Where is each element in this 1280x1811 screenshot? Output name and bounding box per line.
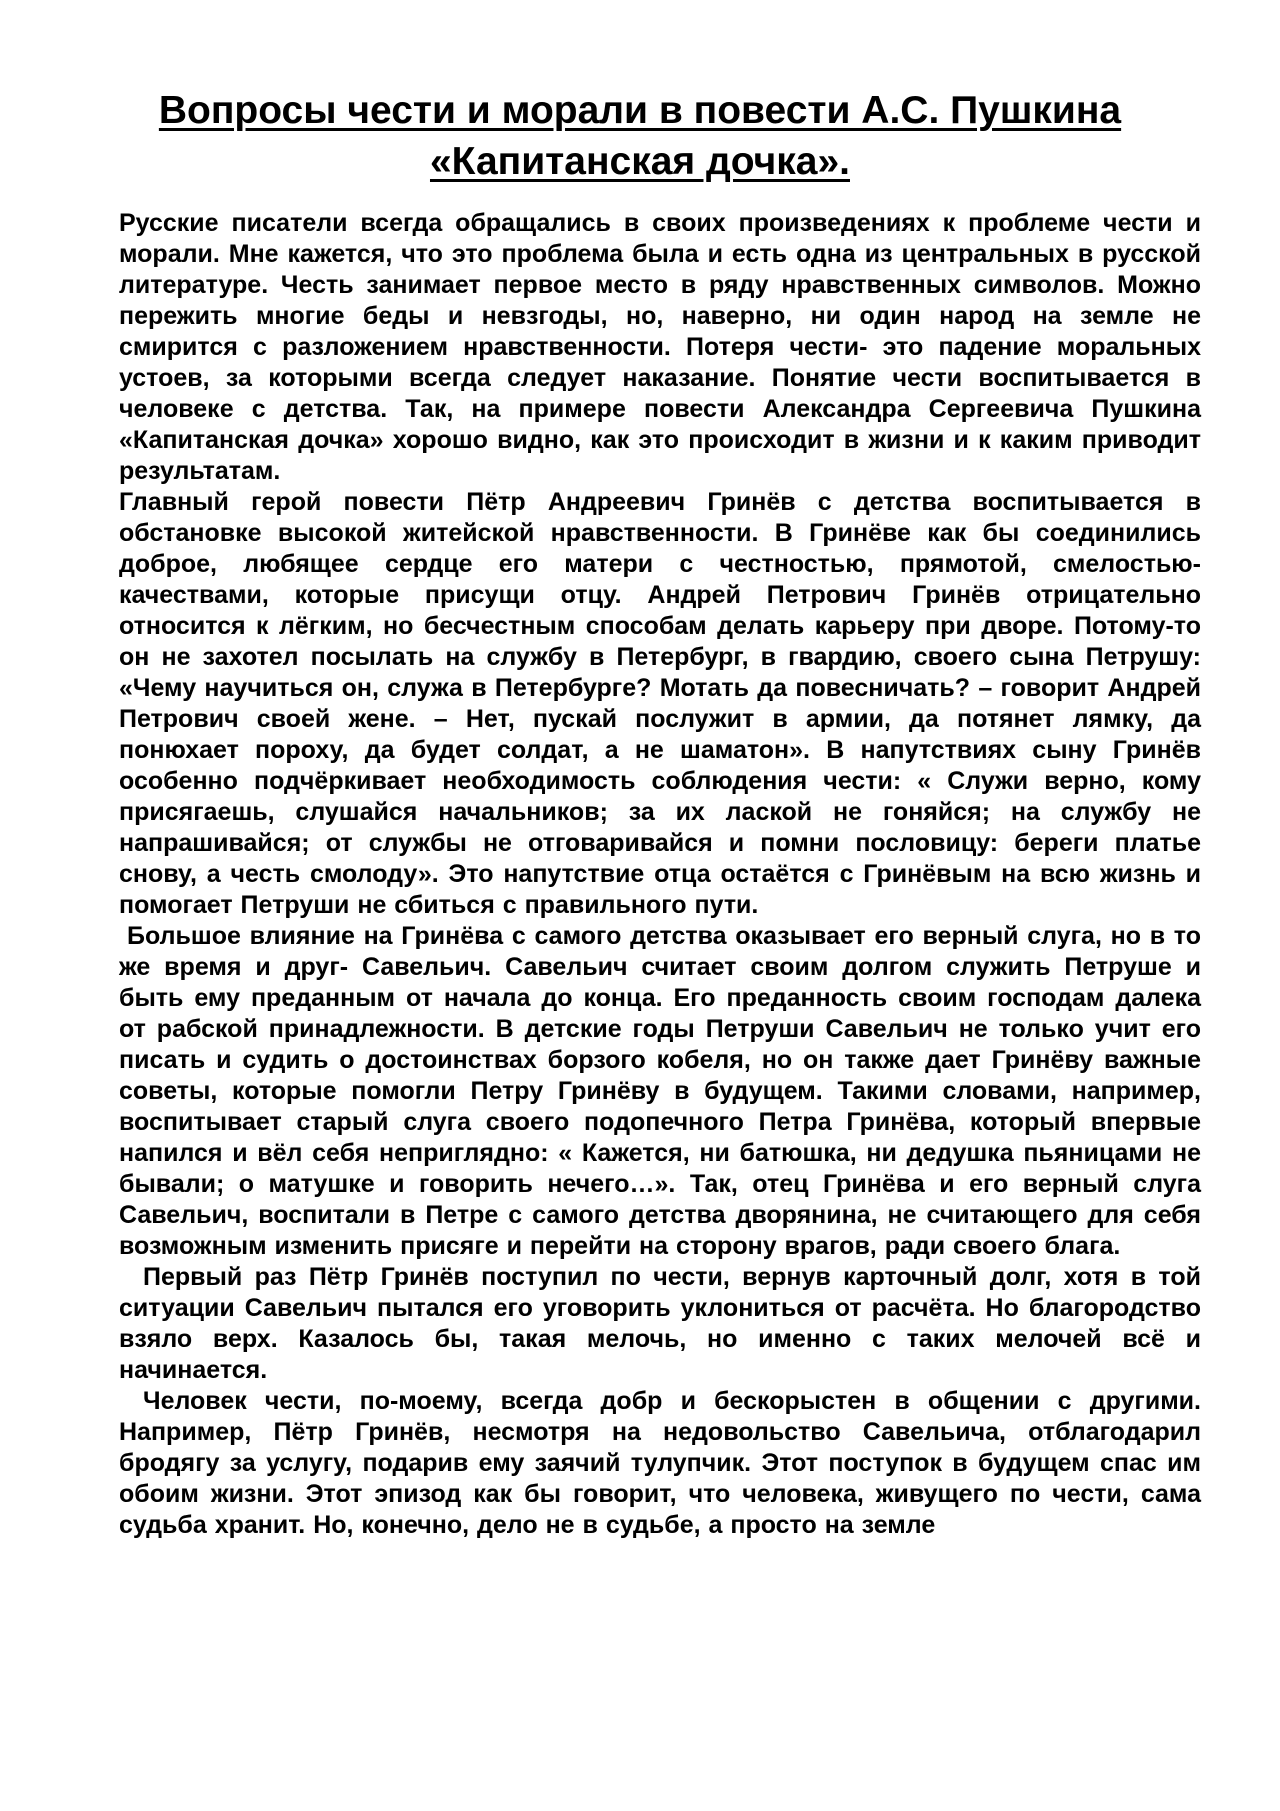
paragraph-card-debt: Первый раз Пётр Гринёв поступил по чести, вернув карточный долг, хотя в той ситуации Савельич пытался его уговорить уклониться от расчёта. Но благородство взяло верх. Казалось бы, такая мелочь, но именно с таких мелочей всё и начинается. [119,1263,1201,1384]
title-line-2: «Капитанская дочка». [429,140,850,183]
paragraph-introduction: Русские писатели всегда обращались в своих произведениях к проблеме чести и морали. Мне кажется, что это проблема была и есть одна из центральных в русской литературе. Честь занимает первое место в ряду нравственных символов. Можно пережить многие беды и невзгоды, но, наверно, ни один народ на земле не смирится с разложением нравственности. Потеря чести- это падение моральных устоев, за которыми всегда следует наказание. Понятие чести воспитывается в человеке с детства. Так, на примере повести Александра Сергеевича Пушкина «Капитанская дочка» хорошо видно, как это происходит в жизни и к каким приводит результатам. [119,209,1201,485]
title-line-1: Вопросы чести и морали в повести А.С. Пушкина [158,89,1122,132]
paragraph-grinev-upbringing: Главный герой повести Пётр Андреевич Гринёв с детства воспитывается в обстановке высокой житейской нравственности. В Гринёве как бы соединились доброе, любящее сердце его матери с честностью, прямотой, смелостью- качествами, которые присущи отцу. Андрей Петрович Гринёв отрицательно относится к лёгким, но бесчестным способам делать карьеру при дворе. Потому-то он не захотел посылать на службу в Петербург, в гвардию, своего сына Петрушу: «Чему научиться он, служа в Петербурге? Мотать да повесничать? – говорит Андрей Петрович своей жене. – Нет, пускай послужит в армии, да потянет лямку, да понюхает пороху, да будет солдат, а не шаматон». В напутствиях сыну Гринёв особенно подчёркивает необходимость соблюдения чести: « Служи верно, кому присягаешь, слушайся начальников; за их лаской не гоняйся; на службу не напрашивайся; от службы не отговаривайся и помни пословицу: береги платье снову, а честь смолоду». Это напутствие отца остаётся с Гринёвым на всю жизнь и помогает Петруши не сбиться с правильного пути. [119,488,1201,919]
paragraph-man-of-honor: Человек чести, по-моему, всегда добр и бескорыстен в общении с другими. Например, Пётр Гринёв, несмотря на недовольство Савельича, отблагодарил бродягу за услугу, подарив ему заячий тулупчик. Этот поступок в будущем спас им обоим жизни. Этот эпизод как бы говорит, что человека, живущего по чести, сама судьба хранит. Но, конечно, дело не в судьбе, а просто на земле [119,1387,1201,1539]
page-title [100,85,1180,187]
essay-body [119,208,1201,1541]
paragraph-savelich: Большое влияние на Гринёва с самого детства оказывает его верный слуга, но в то же время и друг- Савельич. Савельич считает своим долгом служить Петруше и быть ему преданным от начала до конца. Его преданность своим господам далека от рабской принадлежности. В детские годы Петруши Савельич не только учит его писать и судить о достоинствах борзого кобеля, но он также дает Гринёву важные советы, которые помогли Петру Гринёву в будущем. Такими словами, например, воспитывает старый слуга своего подопечного Петра Гринёва, который впервые напился и вёл себя неприглядно: « Кажется, ни батюшка, ни дедушка пьяницами не бывали; о матушке и говорить нечего…». Так, отец Гринёва и его верный слуга Савельич, воспитали в Петре с самого детства дворянина, не считающего для себя возможным изменить присяге и перейти на сторону врагов, ради своего блага. [119,922,1201,1260]
